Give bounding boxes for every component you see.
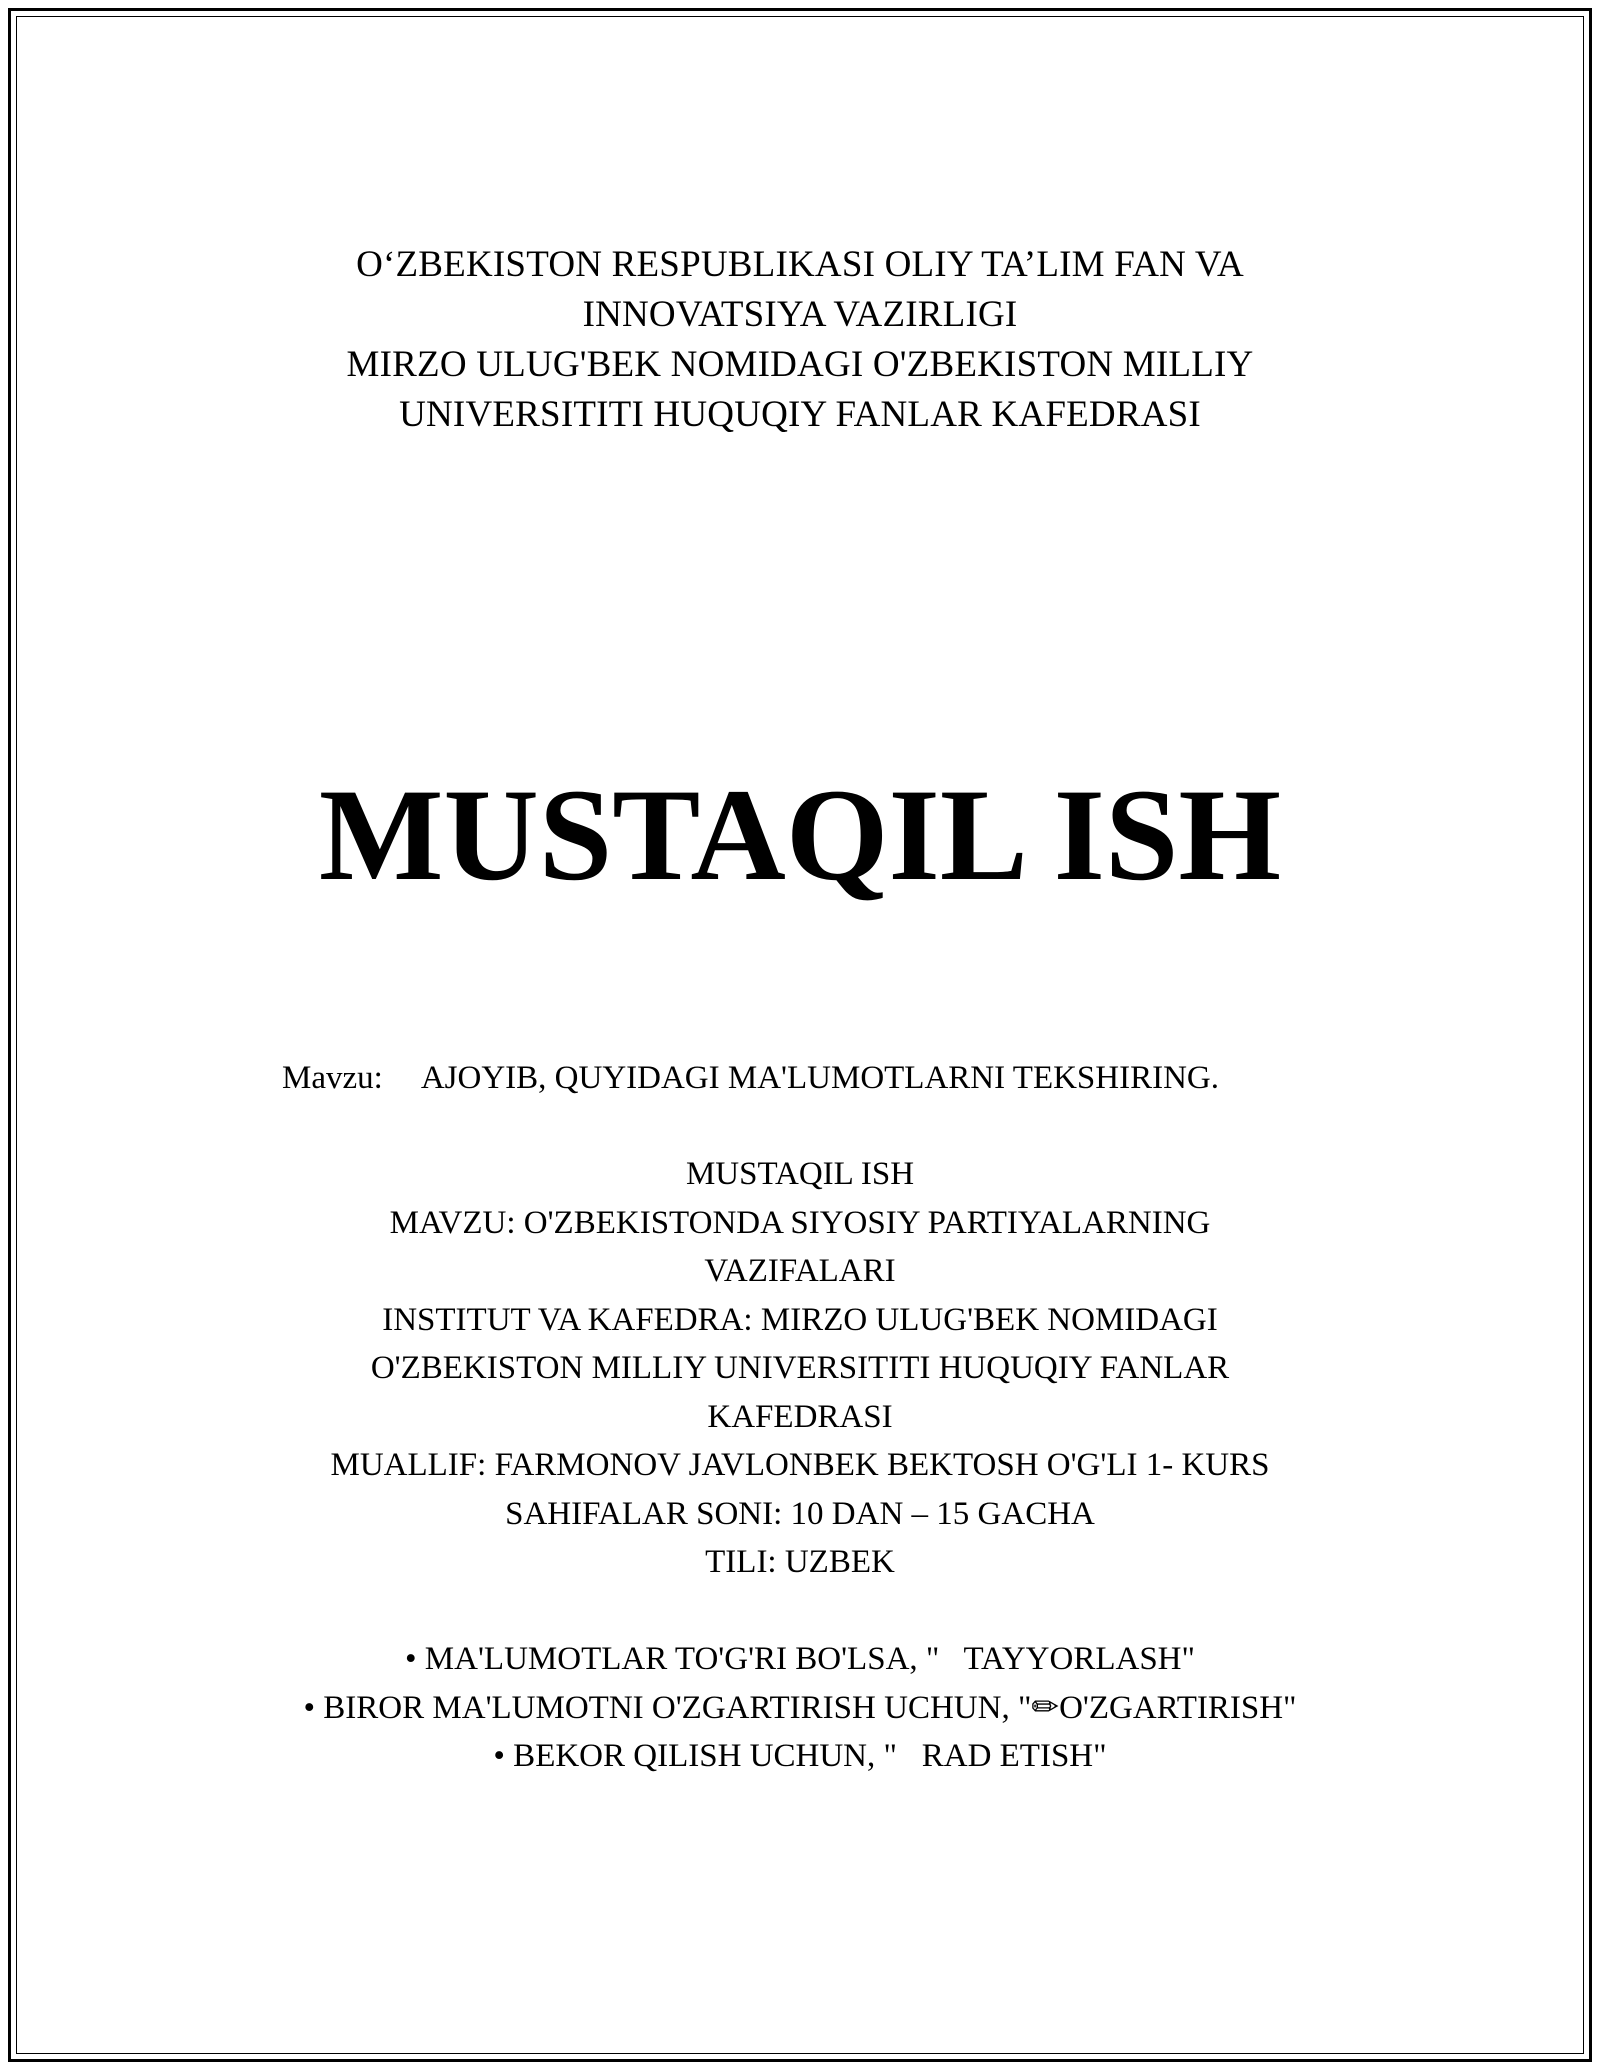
header-line: MIRZO ULUG'BEK NOMIDAGI O'ZBEKISTON MILLIY: [346, 344, 1254, 385]
header-line: O‘ZBEKISTON RESPUBLIKASI OLIY TA’LIM FAN VA: [356, 244, 1244, 285]
detail-line: MUALLIF: FARMONOV JAVLONBEK BEKTOSH O'G'LI 1- KURS: [330, 1447, 1270, 1483]
header-line: UNIVERSITITI HUQUQIY FANLAR KAFEDRASI: [399, 394, 1201, 435]
detail-line: MUSTAQIL ISH: [685, 1156, 915, 1192]
detail-line: SAHIFALAR SONI: 10 DAN – 15 GACHA: [505, 1495, 1095, 1532]
ministry-header: [0, 240, 1600, 440]
topic-label: Mavzu:: [282, 1060, 383, 1096]
header-line: INNOVATSIYA VAZIRLIGI: [582, 294, 1018, 335]
detail-line: O'ZBEKISTON MILLIY UNIVERSITITI HUQUQIY FANLAR: [370, 1350, 1230, 1386]
detail-line: TILI: UZBEK: [705, 1544, 895, 1580]
instruction-item: • MA'LUMOTLAR TO'G'RI BO'LSA, " TAYYORLASH": [405, 1641, 1195, 1677]
detail-line: MAVZU: O'ZBEKISTONDA SIYOSIY PARTIYALARNING: [389, 1204, 1211, 1241]
instruction-item: • BEKOR QILISH UCHUN, " RAD ETISH": [493, 1738, 1107, 1774]
instruction-list: [0, 1635, 1600, 1781]
work-details: [0, 1150, 1600, 1587]
topic-value: AJOYIB, QUYIDAGI MA'LUMOTLARNI TEKSHIRING.: [420, 1060, 1220, 1096]
detail-line: VAZIFALARI: [704, 1253, 896, 1289]
instruction-item: • BIROR MA'LUMOTNI O'ZGARTIRISH UCHUN, "✏O'ZGARTIRISH": [303, 1689, 1297, 1726]
topic-line: [282, 1055, 1219, 1101]
document-title: MUSTAQIL ISH: [318, 761, 1282, 908]
detail-line: INSTITUT VA KAFEDRA: MIRZO ULUG'BEK NOMIDAGI: [382, 1301, 1218, 1338]
detail-line: KAFEDRASI: [707, 1398, 893, 1435]
